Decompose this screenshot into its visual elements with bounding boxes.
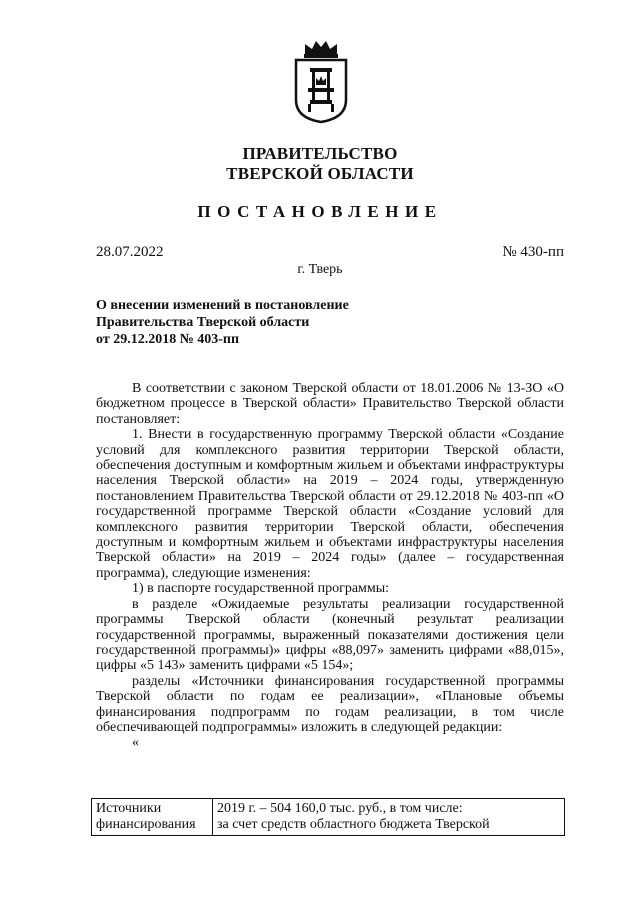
table-cell-value	[213, 799, 565, 836]
document-date: 28.07.2022	[96, 244, 164, 260]
body-paragraph: В соответствии с законом Тверской области от 18.01.2006 № 13-ЗО «О бюджетном процессе в Тверской области» Правительство Тверской области постановляет:	[96, 381, 564, 427]
cell-text: 2019 г. – 504 160,0 тыс. руб., в том числе:	[217, 801, 463, 816]
table-row	[92, 799, 565, 836]
subject-line: О внесении изменений в постановление	[96, 298, 349, 313]
document-city: г. Тверь	[297, 262, 343, 277]
document-type: ПОСТАНОВЛЕНИЕ	[197, 202, 443, 221]
subject-line: от 29.12.2018 № 403-пп	[96, 332, 240, 347]
subject-line: Правительства Тверской области	[96, 315, 310, 330]
document-subject	[96, 297, 349, 348]
coat-of-arms-icon	[292, 38, 350, 124]
opening-quote-mark: «	[132, 735, 139, 751]
government-title-line1: ПРАВИТЕЛЬСТВО	[242, 144, 398, 163]
cell-text: за счет средств областного бюджета Тверской	[217, 817, 490, 832]
body-paragraph: разделы «Источники финансирования государственной программы Тверской области по годам ее реализации», «Плановые объемы финансирования подпрограмм по годам реализации, в том числе обеспечивающей подпрограммы» изложить в следующей редакции:	[96, 673, 564, 735]
cell-text: Источники	[96, 801, 162, 816]
cell-text: финансирования	[96, 817, 196, 832]
body-paragraph: 1. Внести в государственную программу Тверской области «Создание условий для комплексного развития территории Тверской области, обеспечения доступным и комфортным жильем и объектами инфраструктуры населения Тверской области» на 2019 – 2024 годы, утвержденную постановлением Правительства Тверской области от 29.12.2018 № 403-пп «О государственной программе Тверской области «Создание условий для комплексного развития территории Тверской области, обеспечения доступным и комфортным жильем и объектами инфраструктуры населения Тверской области» на 2019 – 2024 годы» (далее – государственная программа), следующие изменения:	[96, 427, 564, 581]
body-paragraph: 1) в паспорте государственной программы:	[132, 581, 390, 597]
government-title-line2: ТВЕРСКОЙ ОБЛАСТИ	[226, 164, 414, 183]
table-cell-label	[92, 799, 213, 836]
document-body	[96, 381, 564, 750]
document-number: № 430-пп	[502, 244, 564, 260]
program-passport-table	[91, 798, 565, 836]
body-paragraph: в разделе «Ожидаемые результаты реализации государственной программы Тверской области (конечный результат реализации государственной программы, выраженный показателями достижения цели государственной программы)» цифры «88,097» заменить цифрами «88,015», цифры «5 143» заменить цифрами «5 154»;	[96, 596, 564, 674]
